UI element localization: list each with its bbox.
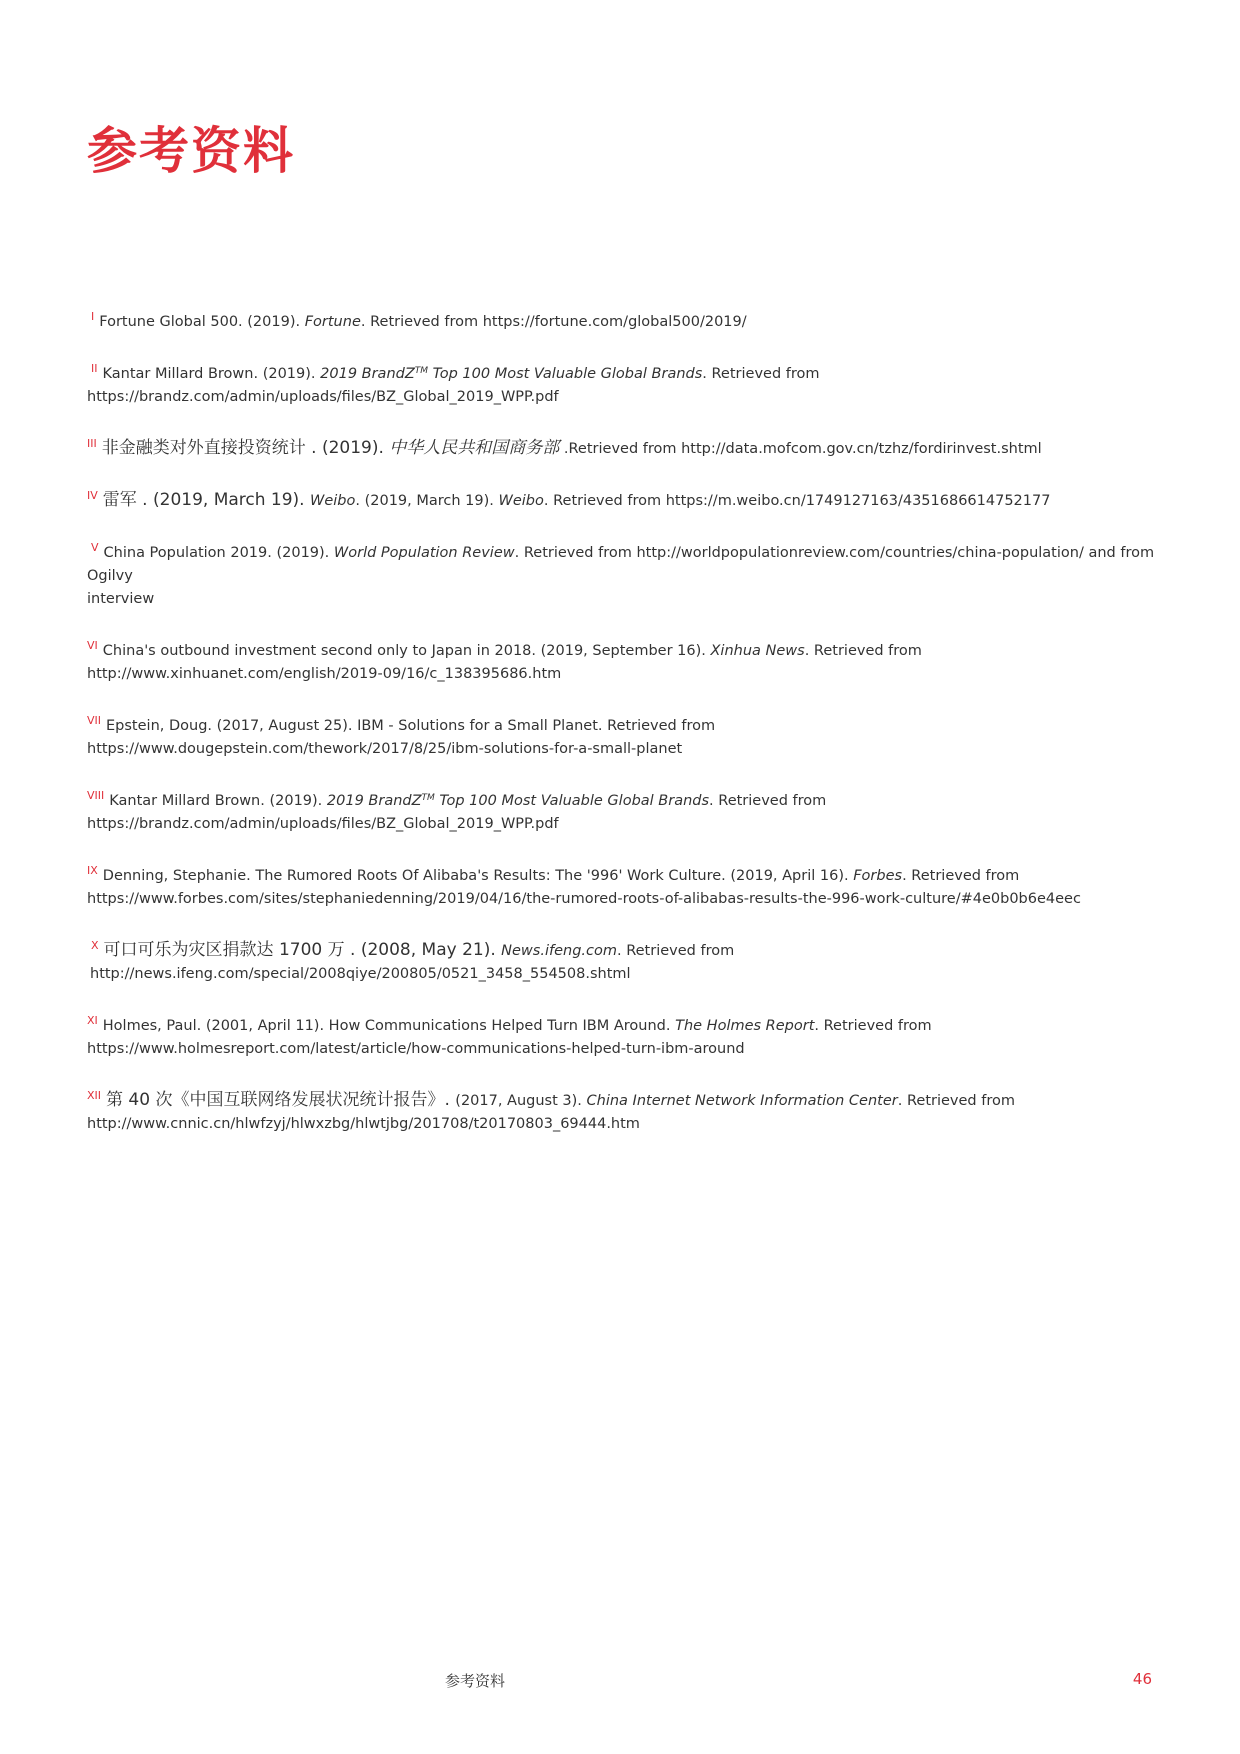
- reference-url[interactable]: http://www.xinhuanet.com/english/2019-09/16/c_138395686.htm: [87, 666, 562, 682]
- reference-continuation: interview: [87, 591, 155, 607]
- reference-url[interactable]: http://www.cnnic.cn/hlwfzyj/hlwxzbg/hlwtjbg/201708/t20170803_69444.htm: [87, 1116, 640, 1132]
- reference-text: 非金融类对外直接投资统计 . (2019).: [101, 438, 390, 458]
- reference-retrieved[interactable]: . Retrieved from http://worldpopulationreview.com/countries/china-population/ and from Ogilvy: [87, 545, 1155, 584]
- reference-item-4: [87, 484, 1162, 513]
- reference-source: Xinhua News: [710, 643, 805, 659]
- reference-retrieved: . Retrieved from: [897, 1093, 1015, 1109]
- reference-url[interactable]: http://news.ifeng.com/special/2008qiye/200805/0521_3458_554508.shtml: [90, 966, 631, 982]
- reference-text: 可口可乐为灾区捐款达 1700 万 . (2008, May 21).: [103, 940, 502, 960]
- reference-source: Weibo: [310, 493, 356, 509]
- reference-item-8: [87, 784, 1162, 836]
- reference-marker: VI: [87, 639, 98, 652]
- reference-marker: IV: [87, 489, 98, 502]
- reference-source: The Holmes Report: [675, 1018, 815, 1034]
- reference-url[interactable]: https://brandz.com/admin/uploads/files/BZ_Global_2019_WPP.pdf: [87, 389, 559, 405]
- reference-retrieved[interactable]: . Retrieved from https://m.weibo.cn/1749127163/4351686614752177: [543, 493, 1051, 509]
- reference-item-12: [87, 1084, 1162, 1136]
- reference-item-6: [87, 634, 1162, 686]
- reference-marker: IX: [87, 864, 98, 877]
- reference-source: Fortune: [304, 314, 361, 330]
- trademark-mark: TM: [421, 793, 435, 803]
- reference-text: 第 40 次《中国互联网络发展状况统计报告》.: [106, 1090, 456, 1110]
- reference-retrieved: . Retrieved from: [804, 643, 922, 659]
- reference-marker: X: [91, 939, 99, 952]
- reference-source: China Internet Network Information Center: [586, 1093, 898, 1109]
- reference-source: 中华人民共和国商务部: [389, 438, 560, 458]
- footer-section-title: 参考资料: [445, 1672, 506, 1690]
- reference-retrieved: . Retrieved from: [702, 366, 820, 382]
- reference-marker: VIII: [87, 789, 105, 802]
- reference-marker: V: [91, 541, 99, 554]
- reference-text-mid: . (2019, March 19).: [355, 493, 499, 509]
- reference-marker: I: [91, 310, 95, 323]
- reference-item-1: [87, 305, 1162, 334]
- reference-source: 2019 BrandZ: [326, 793, 422, 809]
- reference-text: China's outbound investment second only to Japan in 2018. (2019, September 16).: [102, 643, 711, 659]
- reference-retrieved: . Retrieved from: [902, 868, 1020, 884]
- trademark-mark: TM: [414, 366, 429, 376]
- reference-date: (2017, August 3).: [455, 1093, 587, 1109]
- reference-source: 2019 BrandZ: [320, 366, 415, 382]
- reference-source-2: Weibo: [498, 493, 544, 509]
- reference-item-11: [87, 1009, 1162, 1061]
- reference-item-5: [87, 536, 1162, 611]
- reference-source: World Population Review: [333, 545, 515, 561]
- reference-marker: II: [91, 362, 98, 375]
- reference-url[interactable]: https://www.forbes.com/sites/stephaniedenning/2019/04/16/the-rumored-roots-of-alibabas-results-the-996-work-culture/#4e0b0b6e4eec: [87, 891, 1081, 907]
- reference-text: Fortune Global 500. (2019).: [99, 314, 305, 330]
- reference-item-7: [87, 709, 1162, 761]
- reference-url[interactable]: https://www.holmesreport.com/latest/article/how-communications-helped-turn-ibm-around: [87, 1041, 745, 1057]
- reference-item-3: [87, 432, 1162, 461]
- reference-source-cont: Top 100 Most Valuable Global Brands: [428, 366, 703, 382]
- reference-retrieved: . Retrieved from: [814, 1018, 932, 1034]
- reference-marker: XII: [87, 1089, 102, 1102]
- reference-item-2: [87, 357, 1162, 409]
- reference-url[interactable]: https://www.dougepstein.com/thework/2017/8/25/ibm-solutions-for-a-small-planet: [87, 741, 683, 757]
- reference-retrieved: . Retrieved from: [616, 943, 735, 959]
- reference-source: Forbes: [853, 868, 903, 884]
- reference-url[interactable]: https://brandz.com/admin/uploads/files/BZ_Global_2019_WPP.pdf: [87, 816, 559, 832]
- reference-text: 雷军 . (2019, March 19).: [102, 490, 310, 510]
- page-title: 参考资料: [87, 122, 295, 180]
- reference-item-10: [87, 934, 1162, 986]
- reference-text: Denning, Stephanie. The Rumored Roots Of Alibaba's Results: The '996' Work Culture. (2019, April 16).: [102, 868, 854, 884]
- reference-marker: XI: [87, 1014, 98, 1027]
- reference-text: Epstein, Doug. (2017, August 25). IBM - Solutions for a Small Planet. Retrieved from: [106, 718, 716, 734]
- reference-retrieved[interactable]: . Retrieved from https://fortune.com/global500/2019/: [360, 314, 747, 330]
- reference-retrieved[interactable]: .Retrieved from http://data.mofcom.gov.cn/tzhz/fordirinvest.shtml: [559, 441, 1042, 457]
- reference-item-9: [87, 859, 1162, 911]
- reference-text: Holmes, Paul. (2001, April 11). How Communications Helped Turn IBM Around.: [102, 1018, 676, 1034]
- reference-source: News.ifeng.com: [501, 943, 617, 959]
- reference-source-cont: Top 100 Most Valuable Global Brands: [434, 793, 710, 809]
- reference-marker: VII: [87, 714, 102, 727]
- reference-list: [87, 305, 1162, 1159]
- reference-text: China Population 2019. (2019).: [103, 545, 334, 561]
- reference-retrieved: . Retrieved from: [709, 793, 827, 809]
- reference-marker: III: [87, 437, 97, 450]
- reference-text: Kantar Millard Brown. (2019).: [102, 366, 321, 382]
- page-number: 46: [1132, 1670, 1152, 1688]
- reference-text: Kantar Millard Brown. (2019).: [109, 793, 327, 809]
